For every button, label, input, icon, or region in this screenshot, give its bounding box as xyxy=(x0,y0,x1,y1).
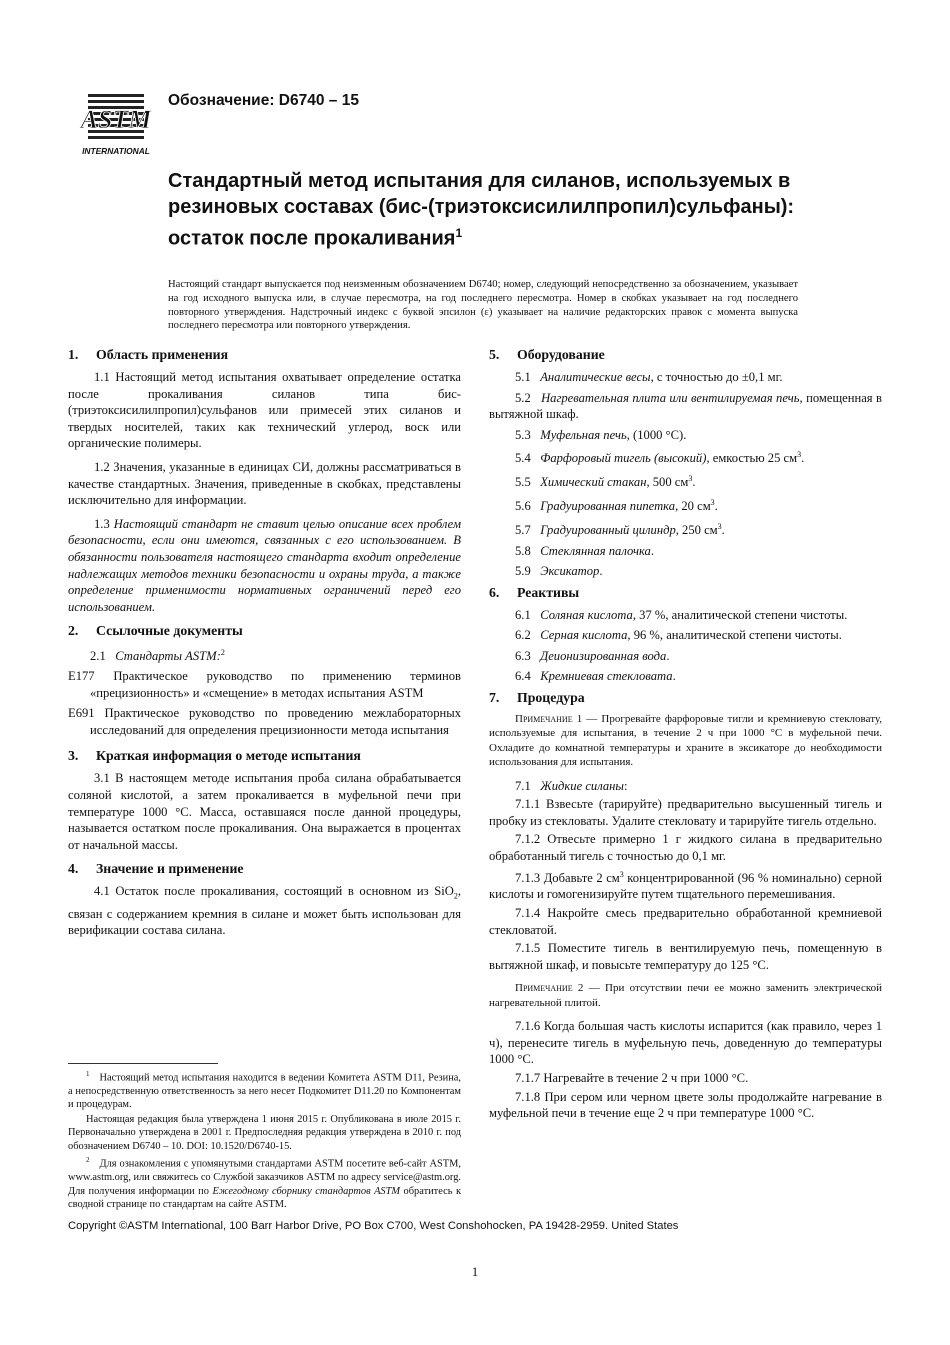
reference-e177: E177 Практическое руководство по применению терминов «прецизионность» и «смещение» в методах испытания ASTM xyxy=(68,669,461,700)
section-6-heading xyxy=(489,584,882,602)
item-name: Эксикатор xyxy=(540,564,600,579)
section-number: 7. xyxy=(489,690,500,706)
superscript: 3 xyxy=(619,869,624,879)
equipment-item-1 xyxy=(489,369,882,386)
section-title: Оборудование xyxy=(517,347,605,362)
reagent-item-3 xyxy=(489,648,882,665)
page-number: 1 xyxy=(471,1264,479,1279)
footnote-italic-text: Ежегодному сборнику стандартов ASTM xyxy=(212,1185,401,1197)
item-name: Деионизированная вода xyxy=(540,648,667,663)
note-2 xyxy=(489,981,882,1010)
section-title: Значение и применение xyxy=(96,861,244,877)
astm-logo xyxy=(76,88,156,160)
title-text: Стандартный метод испытания для силанов, используемых в резиновых составах (бис-(триэтоксисилилпропил)сульфаны): остаток после прокаливания xyxy=(168,170,795,250)
reagents-list xyxy=(489,607,882,685)
reference-e691: E691 Практическое руководство по проведению межлабораторных исследований для определения прецизионности метода испытания xyxy=(68,706,461,737)
item-name: Серная кислота xyxy=(540,628,628,643)
title-footnote-mark: 1 xyxy=(455,226,463,240)
para-7-1-2: 7.1.2 Отвесьте примерно 1 г жидкого силана в предварительно обработанный тигель с точностью до 0,1 мг. xyxy=(489,832,882,864)
para-text: 7.1.3 Добавьте 2 см xyxy=(515,870,620,885)
item-name: Стеклянная палочка xyxy=(540,543,651,558)
footnotes xyxy=(68,1068,461,1213)
section-title: Реактивы xyxy=(517,584,580,600)
para-1-2: 1.2 Значения, указанные в единицах СИ, должны рассматриваться в качестве стандартных. Значения, приведенные в скобках, представлены исключительно для информации. xyxy=(68,459,461,508)
para-text: концентрированной (96 % номинально) серной кислоты и гомогенизируйте путем тщательного перемешивания. xyxy=(489,870,882,902)
section-number: 6. xyxy=(489,584,500,600)
item-detail: , емкостью 25 см xyxy=(706,451,798,466)
item-number: 6.1 xyxy=(515,607,531,622)
item-number: 5.9 xyxy=(515,564,531,579)
footnote-text: Для ознакомления с упомянутыми стандартами ASTM посетите веб-сайт ASTM, www.astm.org, или свяжитесь со Службой заказчиков ASTM по адресу service@astm.org. Для получения информации по xyxy=(68,1158,461,1197)
item-detail: , 500 см xyxy=(646,475,689,490)
para-3-1: 3.1 В настоящем методе испытания проба силана обрабатывается соляной кислотой, а затем прокаливается в муфельной печи при температуре 1000 °C. Масса, оставшаяся после данной процедуры, называется остатком после прокаливания. Она выражается в процентах от начальной массы. xyxy=(68,771,461,852)
para-text: , связан с содержанием кремния в силане и может быть использован для верификации состава силана. xyxy=(68,884,461,938)
item-name: Аналитические весы xyxy=(540,370,651,384)
footnote-text: обратитесь к сводной странице по стандартам на сайте ASTM. xyxy=(68,1185,461,1211)
equipment-item-7: 5.7 Градуированный цилиндр, 250 $см^3$. xyxy=(515,521,725,537)
item-detail: , 20 см xyxy=(675,499,711,514)
para-4-1 xyxy=(68,883,461,938)
item-detail: , 37 %, аналитической степени чистоты. xyxy=(632,607,848,622)
item-number: 5.3 xyxy=(515,427,531,442)
para-7-1-1: 7.1.1 Взвесьте (тарируйте) предварительно высушенный тигель и пробку из стекловаты. Удалите стекловату и тарируйте тигель отдельно. xyxy=(489,797,882,828)
section-4-heading xyxy=(68,860,461,878)
item-number: 5.8 xyxy=(515,543,531,558)
item-name: Муфельная печь xyxy=(540,427,627,442)
para-text: Настоящий стандарт не ставит целью описание всех проблем безопасности, если они имеются, связанных с его использованием. В обязанности пользователя настоящего стандарта входит определение надлежащих методов техники безопасности и охраны труда, а также определение применимости нормативных ограничений перед его использованием. xyxy=(68,516,461,614)
section-7-heading xyxy=(489,689,882,707)
item-number: 6.2 xyxy=(515,628,531,643)
para-7-1-4: 7.1.4 Накройте смесь предварительно обработанной кремниевой стекловатой. xyxy=(489,906,882,937)
note-text: — Прогревайте фарфоровые тигли и кремниевую стекловату, используемые для испытания, в течение 2 ч при 1000 °C в муфельной печи. Охладите до комнатной температуры и храните в эксикаторе до необходимости использования для испытания. xyxy=(489,713,883,769)
item-detail: , 250 см xyxy=(675,522,718,537)
intro-paragraph: Настоящий стандарт выпускается под неизменным обозначением D6740; номер, следующий непосредственно за обозначением, указывает на год исходного выпуска или, в случае пересмотра, на год последнего пересмотра. Номер в скобках указывает на год последнего повторного утверждения. Надстрочный индекс с буквой эпсилон (ε) указывает на наличие редакторских правок с момента выпуска последнего пересмотра или повторного утверждения. xyxy=(168,279,798,332)
item-name: Градуированный цилиндр xyxy=(540,522,676,537)
item-detail: , 96 %, аналитической степени чистоты. xyxy=(627,628,842,643)
section-title: Область применения xyxy=(96,347,229,362)
item-detail: . xyxy=(650,543,654,558)
superscript: 3 xyxy=(717,521,722,531)
designation: Обозначение: D6740 – 15 xyxy=(168,92,359,109)
item-name: Нагревательная плита или вентилируемая печь xyxy=(541,390,800,405)
section-2-heading xyxy=(68,622,461,640)
item-number: 5.6 xyxy=(515,499,531,514)
item-name: Фарфоровый тигель (высокий) xyxy=(540,451,707,466)
section-number: 4. xyxy=(68,861,79,877)
para-7-1-7: 7.1.7 Нагревайте в течение 2 ч при 1000 °C. xyxy=(515,1071,749,1085)
footnote-mark: 1 xyxy=(86,1070,90,1078)
para-7-1-8: 7.1.8 При сером или черном цвете золы продолжайте нагревание в муфельной печи в течение еще 2 ч при температуре 1000 °C. xyxy=(489,1089,882,1121)
item-detail: . xyxy=(666,648,670,663)
item-number: 5.7 xyxy=(515,522,531,537)
item-detail: , с точностью до ±0,1 мг. xyxy=(650,370,783,384)
equipment-item-3 xyxy=(489,427,882,444)
para-1-1: 1.1 Настоящий метод испытания охватывает определение остатка после прокаливания силанов типа бис-(триэтоксисилилпропил)сульфанов или примесей этих силанов и твердых носителей, таких как технический углерод, воск или органические полимеры. xyxy=(68,370,461,451)
logo-mark-text: ASTM xyxy=(80,105,152,134)
para-2-1 xyxy=(90,645,461,665)
section-title: Краткая информация о методе испытания xyxy=(96,748,361,764)
copyright-line: Copyright ©ASTM International, 100 Barr Harbor Drive, PO Box C700, West Conshohocken, PA 19428-2959. United States xyxy=(68,1220,679,1232)
footnote-1 xyxy=(68,1068,461,1112)
item-number: 5.5 xyxy=(515,475,531,490)
equipment-item-5: 5.5 Химический стакан, 500 $см^3$. xyxy=(515,474,696,490)
item-number: 6.3 xyxy=(515,648,531,663)
item-detail: , помещенная в вытяжной шкаф. xyxy=(489,390,882,422)
item-detail: , (1000 °C). xyxy=(626,427,687,442)
para-number: 2.1 xyxy=(90,649,106,664)
note-1 xyxy=(489,712,882,770)
para-number: 7.1 xyxy=(515,778,531,793)
section-title: Процедура xyxy=(517,690,585,706)
section-number: 2. xyxy=(68,623,79,639)
footnote-mark: 2 xyxy=(220,648,225,658)
item-number: 5.1 xyxy=(515,370,531,384)
equipment-item-6: 5.6 Градуированная пипетка, 20 $см^3$. xyxy=(515,497,718,514)
equipment-item-9 xyxy=(489,563,882,580)
para-1-3 xyxy=(68,516,461,616)
logo-international-text: INTERNATIONAL xyxy=(82,146,150,156)
item-name: Градуированная пипетка xyxy=(540,499,676,514)
item-name: Кремниевая стекловата xyxy=(540,669,673,684)
item-name: Соляная кислота xyxy=(540,607,633,622)
item-detail: . xyxy=(599,564,603,579)
footnote-1-continued: Настоящая редакция была утверждена 1 июня 2015 г. Опубликована в июле 2015 г. Первоначально утверждена в 2001 г. Предпоследняя редакция утверждена в 2010 г. под обозначением D6740 – 10. DOI: 10.1520/D6740-15. xyxy=(68,1113,461,1152)
para-number: 1.3 xyxy=(94,516,110,531)
right-column xyxy=(489,346,882,1124)
footnote-2 xyxy=(68,1154,461,1211)
item-number: 5.4 xyxy=(515,451,531,466)
note-label: Примечание 1 xyxy=(515,713,583,726)
item-number: 6.4 xyxy=(515,669,531,684)
section-number: 5. xyxy=(489,347,500,362)
section-5-heading xyxy=(489,346,882,364)
section-number: 1. xyxy=(68,347,79,362)
para-text: Жидкие силаны xyxy=(540,778,624,793)
note-text: — При отсутствии печи ее можно заменить электрической нагревательной плитой. xyxy=(489,982,882,1009)
left-column xyxy=(68,346,461,946)
item-detail: . xyxy=(672,669,676,684)
reagent-item-1 xyxy=(489,607,882,624)
superscript: 3 xyxy=(710,497,715,507)
footnote-divider xyxy=(68,1063,218,1064)
section-number: 3. xyxy=(68,748,79,764)
section-title: Ссылочные документы xyxy=(96,623,243,639)
superscript: 3 xyxy=(797,450,802,460)
reagent-item-2 xyxy=(489,627,882,644)
para-7-1-3 xyxy=(489,867,882,903)
equipment-item-2 xyxy=(489,390,882,423)
astm-logo-icon xyxy=(76,88,156,160)
section-3-heading xyxy=(68,747,461,765)
note-label: Примечание 2 xyxy=(515,982,584,995)
equipment-item-4: 5.4 Фарфоровый тигель (высокий), емкостью 25 $см^3$. xyxy=(515,450,805,466)
reagent-item-4 xyxy=(489,668,882,685)
para-7-1-5: 7.1.5 Поместите тигель в вентилируемую печь, помещенную в вытяжной шкаф, и повысьте температуру до 125 °C. xyxy=(489,941,882,972)
item-number: 5.2 xyxy=(515,390,531,405)
superscript: 3 xyxy=(688,474,693,484)
footnote-text: Настоящий метод испытания находится в ведении Комитета ASTM D11, Резина, а непосредственную ответственность за него несет Подкомитет D11.20 по Компонентам и процедурам. xyxy=(68,1072,461,1111)
document-title xyxy=(168,168,858,252)
equipment-list xyxy=(489,369,882,580)
section-1-heading xyxy=(68,346,461,364)
para-text: 4.1 Остаток после прокаливания, состоящий в основном из SiO xyxy=(94,884,454,899)
para-text: Стандарты ASTM: xyxy=(115,649,221,664)
equipment-item-8 xyxy=(489,543,882,560)
item-name: Химический стакан xyxy=(540,475,647,490)
para-7-1-6: 7.1.6 Когда большая часть кислоты испарится (как правило, через 1 ч), перенесите тигель в муфельную печь, доведенную до температуры 1000 °C. xyxy=(489,1019,882,1067)
subscript: 2 xyxy=(453,891,458,901)
footnote-mark: 2 xyxy=(86,1156,90,1165)
para-7-1: 7.1 Жидкие силаны: xyxy=(515,778,628,793)
